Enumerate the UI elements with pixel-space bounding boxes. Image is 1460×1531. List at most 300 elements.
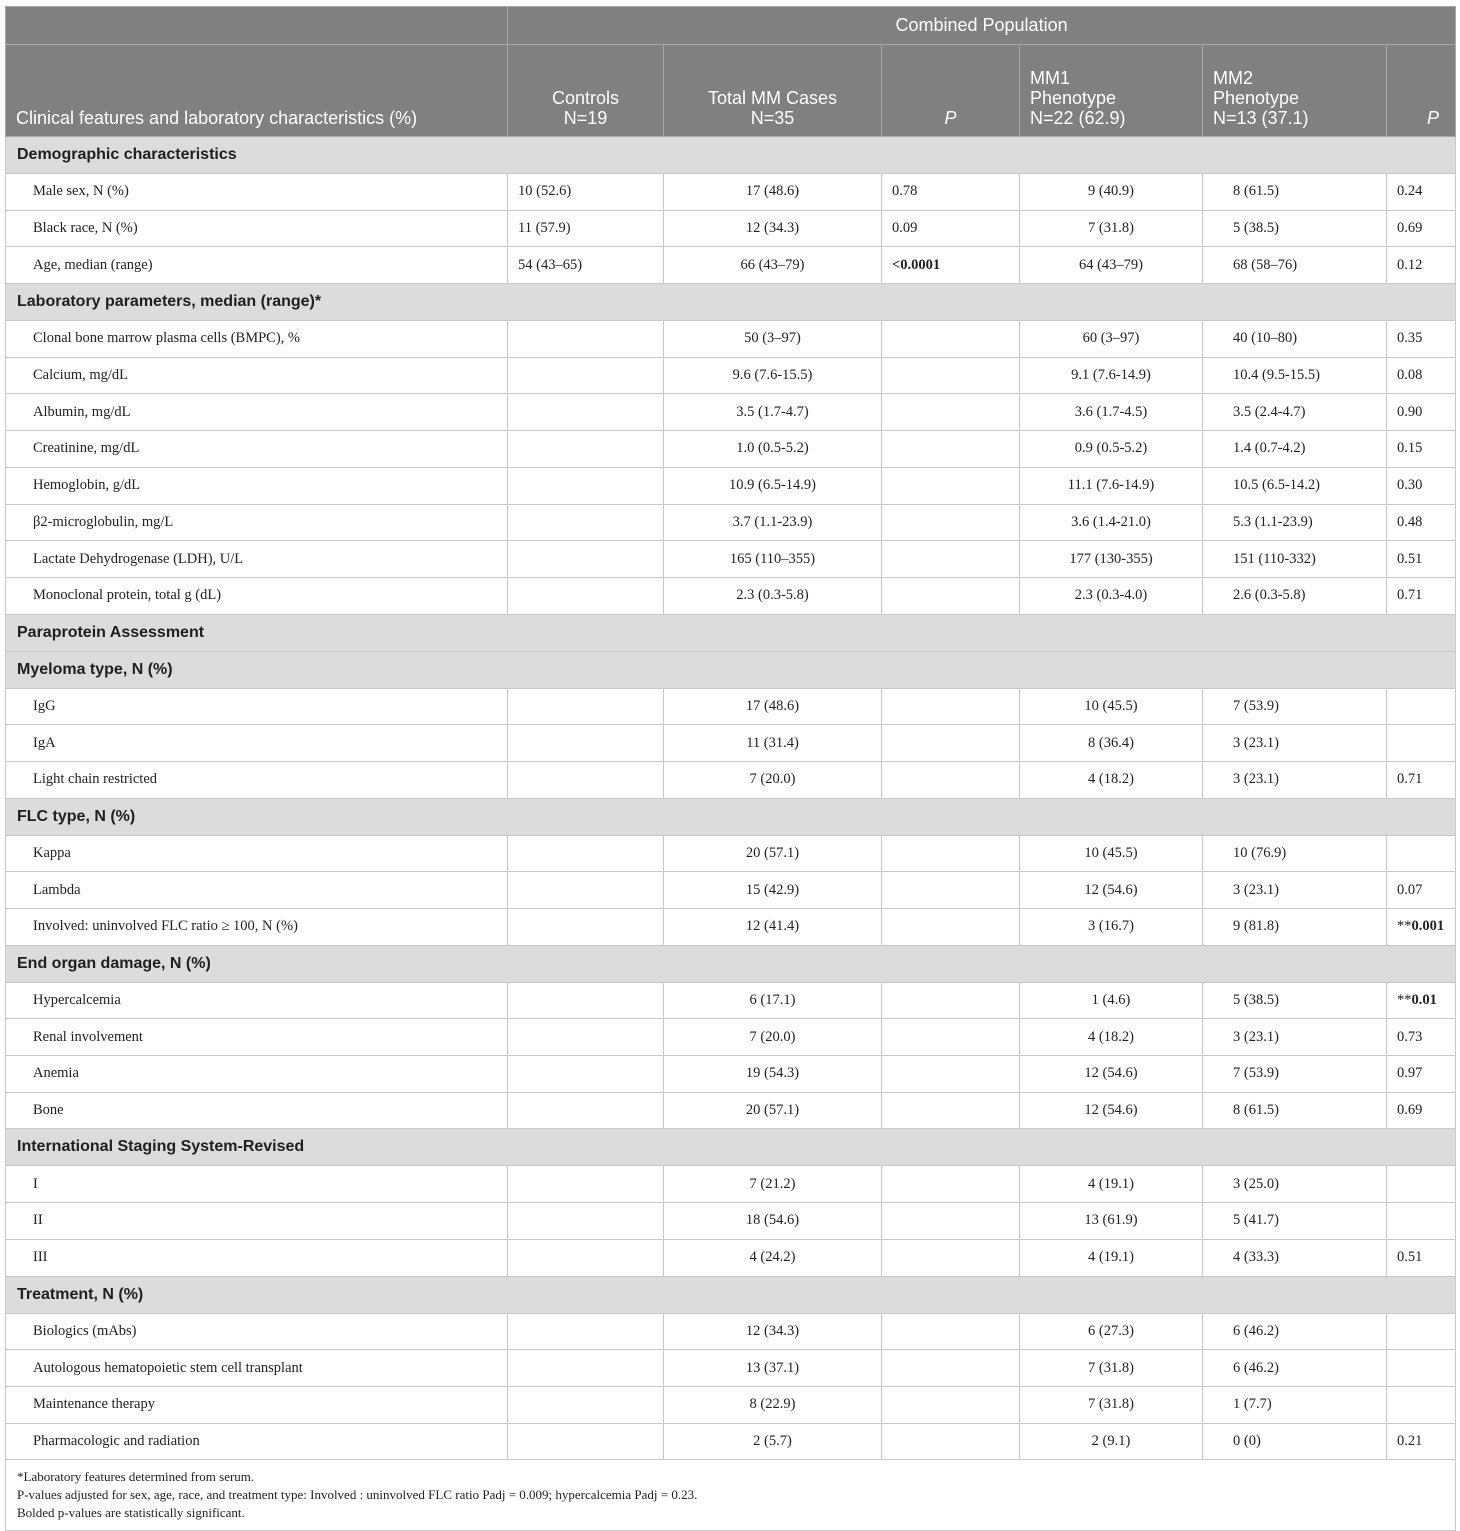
cell-p-value-2: [1387, 1203, 1456, 1240]
cell-mm2-text: 10.5 (6.5-14.2): [1233, 477, 1320, 494]
cell-label-text: Creatinine, mg/dL: [33, 440, 140, 457]
cell-controls: [508, 982, 664, 1019]
cell-label: [6, 467, 508, 504]
table-row: [6, 210, 1456, 247]
cell-p-value-2: [1387, 1019, 1456, 1056]
cell-mm1-text: 4 (19.1): [1088, 1175, 1134, 1192]
cell-mm1-text: 1 (4.6): [1091, 992, 1131, 1009]
cell-label: [6, 1056, 508, 1093]
cell-p-value-2: [1387, 872, 1456, 909]
cell-total-mm: [664, 1056, 882, 1093]
cell-label: [6, 210, 508, 247]
cell-p-value-1: [882, 1019, 1020, 1056]
table-row: [6, 577, 1456, 614]
section-row: [6, 1129, 1456, 1166]
cell-p-value-2: [1387, 1313, 1456, 1350]
cell-controls: [508, 1239, 664, 1276]
cell-label-text: IgG: [33, 697, 56, 714]
cell-mm2-text: 2.6 (0.3-5.8): [1233, 587, 1306, 604]
cell-label: [6, 909, 508, 946]
cell-p-value-1: [882, 431, 1020, 468]
cell-label: [6, 835, 508, 872]
cell-p-value-2: [1387, 761, 1456, 798]
column-header-p1: P: [882, 45, 1020, 137]
table-row: [6, 1313, 1456, 1350]
cell-total-mm-text: 11 (31.4): [746, 734, 799, 751]
cell-mm2-text: 3.5 (2.4-4.7): [1233, 403, 1306, 420]
cell-label-text: Age, median (range): [33, 256, 153, 273]
cell-mm1-text: 10 (45.5): [1084, 844, 1138, 861]
cell-controls: [508, 909, 664, 946]
cell-p-value-2-text: 0.01: [1411, 992, 1437, 1009]
table-row: [6, 725, 1456, 762]
significance-marker: **: [1397, 918, 1412, 935]
cell-mm2: [1203, 210, 1387, 247]
cell-p-value-2: [1387, 1386, 1456, 1423]
cell-total-mm-text: 9.6 (7.6-15.5): [732, 367, 813, 384]
cell-p-value-2-text: 0.24: [1397, 183, 1423, 200]
cell-mm2: [1203, 394, 1387, 431]
cell-label-text: I: [33, 1175, 38, 1192]
cell-mm2: [1203, 357, 1387, 394]
cell-total-mm: [664, 1239, 882, 1276]
cell-mm1-text: 4 (18.2): [1088, 771, 1134, 788]
cell-mm2-text: 8 (61.5): [1233, 183, 1279, 200]
table-row: [6, 1203, 1456, 1240]
cell-total-mm: [664, 725, 882, 762]
cell-total-mm: [664, 247, 882, 284]
cell-controls: [508, 394, 664, 431]
cell-mm2-text: 40 (10–80): [1233, 330, 1298, 347]
cell-controls: [508, 761, 664, 798]
cell-mm1: [1020, 577, 1203, 614]
table-row: [6, 835, 1456, 872]
cell-label-text: Male sex, N (%): [33, 183, 129, 200]
cell-mm1-text: 64 (43–79): [1078, 256, 1144, 273]
cell-total-mm: [664, 835, 882, 872]
cell-total-mm: [664, 174, 882, 211]
cell-mm2-text: 6 (46.2): [1233, 1322, 1279, 1339]
cell-mm1-text: 7 (31.8): [1088, 220, 1134, 237]
header-empty-cell: [6, 7, 508, 45]
cell-mm1: [1020, 1350, 1203, 1387]
cell-p-value-2-text: 0.12: [1397, 256, 1423, 273]
cell-controls-text: 54 (43–65): [518, 256, 583, 273]
cell-total-mm: [664, 1203, 882, 1240]
cell-p-value-2-text: 0.71: [1397, 587, 1423, 604]
cell-mm1-text: 3.6 (1.7-4.5): [1074, 403, 1148, 420]
cell-total-mm-text: 6 (17.1): [749, 992, 796, 1009]
cell-controls: [508, 1386, 664, 1423]
cell-total-mm: [664, 210, 882, 247]
cell-mm1: [1020, 210, 1203, 247]
table-row: [6, 174, 1456, 211]
cell-p-value-2-text: 0.97: [1397, 1065, 1423, 1082]
cell-mm1-text: 9.1 (7.6-14.9): [1071, 367, 1151, 384]
cell-label: [6, 504, 508, 541]
cell-label: [6, 174, 508, 211]
cell-mm1-text: 2 (9.1): [1091, 1432, 1131, 1449]
cell-label-text: Pharmacologic and radiation: [33, 1432, 200, 1449]
cell-p-value-1: [882, 394, 1020, 431]
cell-label: [6, 577, 508, 614]
cell-mm2: [1203, 761, 1387, 798]
cell-p-value-2: [1387, 577, 1456, 614]
header-row-columns: [6, 45, 1456, 137]
cell-mm2-text: 0 (0): [1233, 1432, 1261, 1449]
header-row-group: [6, 7, 1456, 45]
cell-p-value-2-text: 0.15: [1397, 440, 1423, 457]
table-row: [6, 1092, 1456, 1129]
column-header-p2: P: [1387, 45, 1456, 137]
cell-mm1-text: 6 (27.3): [1088, 1322, 1134, 1339]
column-header-features: Clinical features and laboratory characteristics (%): [6, 45, 508, 137]
cell-mm2-text: 5 (38.5): [1233, 992, 1279, 1009]
cell-label-text: Light chain restricted: [33, 771, 158, 788]
cell-controls: [508, 577, 664, 614]
cell-p-value-2: [1387, 321, 1456, 358]
cell-total-mm-text: 20 (57.1): [745, 1102, 800, 1119]
cell-label-text: Renal involvement: [33, 1028, 143, 1045]
cell-mm1-text: 13 (61.9): [1084, 1212, 1138, 1229]
cell-mm1-text: 2.3 (0.3-4.0): [1074, 587, 1148, 604]
cell-total-mm: [664, 1166, 882, 1203]
cell-total-mm-text: 13 (37.1): [745, 1359, 800, 1376]
cell-label-text: Kappa: [33, 844, 71, 861]
cell-p-value-2: [1387, 725, 1456, 762]
cell-p-value-1: [882, 1239, 1020, 1276]
section-row: [6, 798, 1456, 835]
cell-total-mm-text: 17 (48.6): [745, 183, 800, 200]
cell-label-text: Calcium, mg/dL: [33, 367, 129, 384]
cell-total-mm: [664, 1313, 882, 1350]
cell-mm1: [1020, 872, 1203, 909]
cell-controls: [508, 247, 664, 284]
table-row: [6, 1386, 1456, 1423]
cell-total-mm: [664, 577, 882, 614]
cell-controls-text: 10 (52.6): [518, 183, 572, 200]
cell-total-mm-text: 8 (22.9): [749, 1396, 796, 1413]
cell-total-mm: [664, 1092, 882, 1129]
cell-label: [6, 357, 508, 394]
cell-mm1: [1020, 357, 1203, 394]
cell-mm2-text: 10.4 (9.5-15.5): [1233, 367, 1320, 384]
cell-controls: [508, 725, 664, 762]
cell-p-value-1-text: <0.0001: [892, 256, 941, 273]
cell-mm1: [1020, 1092, 1203, 1129]
cell-p-value-1: [882, 835, 1020, 872]
cell-mm1-text: 7 (31.8): [1088, 1396, 1134, 1413]
footnote-3: Bolded p-values are statistically significant.: [17, 1505, 245, 1521]
cell-total-mm-text: 3.5 (1.7-4.7): [736, 403, 809, 420]
cell-mm1: [1020, 1423, 1203, 1460]
cell-mm1-text: 0.9 (0.5-5.2): [1074, 440, 1148, 457]
cell-total-mm: [664, 909, 882, 946]
cell-mm2-text: 3 (23.1): [1233, 771, 1279, 788]
section-title: Laboratory parameters, median (range)*: [6, 284, 1456, 321]
cell-p-value-2-text: 0.07: [1397, 881, 1423, 898]
clinical-features-table: [5, 6, 1456, 1531]
cell-p-value-1: [882, 725, 1020, 762]
cell-mm1: [1020, 1056, 1203, 1093]
table-body: [6, 137, 1456, 1531]
cell-mm1: [1020, 247, 1203, 284]
table-row: [6, 1166, 1456, 1203]
cell-controls: [508, 1092, 664, 1129]
cell-mm2-text: 3 (23.1): [1233, 1028, 1279, 1045]
cell-total-mm: [664, 431, 882, 468]
cell-mm1: [1020, 321, 1203, 358]
cell-label-text: Autologous hematopoietic stem cell transplant: [33, 1359, 303, 1376]
cell-total-mm: [664, 467, 882, 504]
cell-mm2-text: 1.4 (0.7-4.2): [1233, 440, 1306, 457]
cell-mm1: [1020, 467, 1203, 504]
cell-mm2: [1203, 431, 1387, 468]
cell-mm2-text: 9 (81.8): [1233, 918, 1279, 935]
cell-mm1: [1020, 1313, 1203, 1350]
cell-p-value-2: [1387, 467, 1456, 504]
cell-controls: [508, 431, 664, 468]
table-row: [6, 1056, 1456, 1093]
cell-mm1: [1020, 394, 1203, 431]
cell-p-value-1: [882, 1313, 1020, 1350]
cell-label-text: Hypercalcemia: [33, 992, 121, 1009]
cell-p-value-1: [882, 688, 1020, 725]
section-row: [6, 284, 1456, 321]
table-row: [6, 431, 1456, 468]
cell-label: [6, 1166, 508, 1203]
cell-mm2: [1203, 1019, 1387, 1056]
cell-mm1: [1020, 1386, 1203, 1423]
cell-mm1-text: 11.1 (7.6-14.9): [1067, 477, 1155, 494]
cell-p-value-2: [1387, 1239, 1456, 1276]
cell-mm1: [1020, 909, 1203, 946]
cell-p-value-2-text: 0.71: [1397, 771, 1423, 788]
cell-p-value-2-text: 0.30: [1397, 477, 1423, 494]
cell-p-value-2-text: 0.51: [1397, 550, 1423, 567]
cell-p-value-1: [882, 321, 1020, 358]
cell-mm2: [1203, 1166, 1387, 1203]
cell-label: [6, 394, 508, 431]
cell-controls: [508, 1019, 664, 1056]
table-row: [6, 394, 1456, 431]
cell-label: [6, 321, 508, 358]
cell-mm2-text: 7 (53.9): [1233, 697, 1279, 714]
cell-p-value-2-text: 0.69: [1397, 220, 1423, 237]
cell-controls-text: 11 (57.9): [518, 220, 571, 237]
column-header-mm1: MM1 Phenotype N=22 (62.9): [1020, 45, 1203, 137]
section-title: FLC type, N (%): [6, 798, 1456, 835]
cell-label-text: β2-microglobulin, mg/L: [33, 513, 174, 530]
cell-mm2-text: 4 (33.3): [1233, 1249, 1279, 1266]
cell-mm2: [1203, 1350, 1387, 1387]
cell-p-value-1: [882, 577, 1020, 614]
cell-total-mm: [664, 321, 882, 358]
cell-p-value-2-text: 0.73: [1397, 1028, 1423, 1045]
cell-controls: [508, 835, 664, 872]
cell-mm2: [1203, 835, 1387, 872]
cell-mm1-text: 7 (31.8): [1088, 1359, 1134, 1376]
cell-mm2: [1203, 1313, 1387, 1350]
cell-p-value-2: [1387, 174, 1456, 211]
cell-mm2: [1203, 467, 1387, 504]
cell-label: [6, 1203, 508, 1240]
cell-p-value-1: [882, 1423, 1020, 1460]
cell-total-mm-text: 10.9 (6.5-14.9): [729, 477, 816, 494]
cell-mm2: [1203, 541, 1387, 578]
column-header-mm2: MM2 Phenotype N=13 (37.1): [1203, 45, 1387, 137]
cell-p-value-2: [1387, 210, 1456, 247]
cell-p-value-1: [882, 1056, 1020, 1093]
footnotes: [6, 1460, 1456, 1531]
cell-mm1: [1020, 1019, 1203, 1056]
cell-mm2: [1203, 577, 1387, 614]
table-row: [6, 1350, 1456, 1387]
cell-controls: [508, 210, 664, 247]
cell-total-mm: [664, 872, 882, 909]
cell-controls: [508, 321, 664, 358]
cell-mm1: [1020, 1239, 1203, 1276]
cell-p-value-2: [1387, 541, 1456, 578]
table-row: [6, 688, 1456, 725]
cell-mm1-text: 12 (54.6): [1084, 1102, 1138, 1119]
cell-mm1-text: 4 (19.1): [1088, 1249, 1134, 1266]
cell-mm2-text: 1 (7.7): [1233, 1396, 1272, 1413]
cell-mm2-text: 8 (61.5): [1233, 1102, 1279, 1119]
cell-mm1-text: 3 (16.7): [1088, 918, 1134, 935]
cell-p-value-2-text: 0.90: [1397, 403, 1423, 420]
cell-total-mm-text: 66 (43–79): [740, 256, 805, 273]
cell-p-value-2: [1387, 1423, 1456, 1460]
cell-total-mm: [664, 504, 882, 541]
table-container: [5, 6, 1455, 1531]
section-row: [6, 1276, 1456, 1313]
cell-p-value-2-text: 0.21: [1397, 1432, 1423, 1449]
cell-label-text: IgA: [33, 734, 56, 751]
cell-p-value-1: [882, 982, 1020, 1019]
cell-p-value-1: [882, 1386, 1020, 1423]
cell-p-value-2: [1387, 688, 1456, 725]
footnote-2: P-values adjusted for sex, age, race, and treatment type: Involved : uninvolved FLC ratio Padj = 0.009; hypercalcemia Padj = 0.23.: [17, 1487, 698, 1503]
cell-p-value-2: [1387, 357, 1456, 394]
cell-total-mm-text: 7 (20.0): [749, 1028, 796, 1045]
table-row: [6, 1239, 1456, 1276]
footnote-row: [6, 1460, 1456, 1531]
cell-total-mm-text: 1.0 (0.5-5.2): [736, 440, 809, 457]
cell-total-mm: [664, 761, 882, 798]
cell-p-value-2-text: 0.69: [1397, 1102, 1423, 1119]
cell-total-mm-text: 15 (42.9): [745, 881, 800, 898]
cell-p-value-1: [882, 467, 1020, 504]
cell-p-value-2: [1387, 1056, 1456, 1093]
cell-label: [6, 725, 508, 762]
cell-controls: [508, 1203, 664, 1240]
cell-mm1-text: 4 (18.2): [1088, 1028, 1134, 1045]
table-row: [6, 761, 1456, 798]
cell-p-value-2: [1387, 1092, 1456, 1129]
cell-label-text: Clonal bone marrow plasma cells (BMPC), %: [33, 330, 300, 347]
cell-label-text: II: [33, 1212, 43, 1229]
cell-p-value-2: [1387, 1350, 1456, 1387]
section-title: Treatment, N (%): [6, 1276, 1456, 1313]
cell-mm1-text: 8 (36.4): [1088, 734, 1134, 751]
table-row: [6, 982, 1456, 1019]
cell-total-mm: [664, 1019, 882, 1056]
cell-total-mm-text: 4 (24.2): [749, 1249, 796, 1266]
cell-mm2-text: 6 (46.2): [1233, 1359, 1279, 1376]
cell-mm1-text: 3.6 (1.4-21.0): [1071, 513, 1151, 530]
cell-label-text: III: [33, 1249, 48, 1266]
cell-label-text: Albumin, mg/dL: [33, 403, 131, 420]
cell-p-value-2-text: 0.48: [1397, 513, 1423, 530]
cell-mm2: [1203, 1203, 1387, 1240]
cell-p-value-1: [882, 174, 1020, 211]
cell-mm2-text: 151 (110-332): [1233, 550, 1316, 567]
cell-label-text: Maintenance therapy: [33, 1396, 155, 1413]
cell-total-mm-text: 50 (3–97): [744, 330, 801, 347]
cell-label-text: Monoclonal protein, total g (dL): [33, 587, 222, 604]
cell-label-text: Involved: uninvolved FLC ratio ≥ 100, N (%): [33, 918, 298, 935]
cell-total-mm-text: 2.3 (0.3-5.8): [736, 587, 809, 604]
cell-mm2: [1203, 247, 1387, 284]
cell-mm2-text: 5 (38.5): [1233, 220, 1279, 237]
section-title: Paraprotein Assessment: [6, 614, 1456, 651]
cell-controls: [508, 1313, 664, 1350]
cell-total-mm-text: 7 (21.2): [749, 1175, 796, 1192]
cell-mm2: [1203, 504, 1387, 541]
cell-label-text: Black race, N (%): [33, 220, 138, 237]
cell-total-mm: [664, 394, 882, 431]
cell-p-value-2-text: 0.51: [1397, 1249, 1423, 1266]
cell-mm2: [1203, 1239, 1387, 1276]
cell-mm2-text: 3 (23.1): [1233, 734, 1279, 751]
cell-mm2: [1203, 688, 1387, 725]
cell-mm1-text: 10 (45.5): [1084, 697, 1138, 714]
section-title: Myeloma type, N (%): [6, 651, 1456, 688]
cell-mm2: [1203, 321, 1387, 358]
cell-controls: [508, 174, 664, 211]
cell-mm2: [1203, 1386, 1387, 1423]
table-row: [6, 909, 1456, 946]
cell-controls: [508, 357, 664, 394]
cell-p-value-1: [882, 1203, 1020, 1240]
cell-total-mm-text: 12 (34.3): [745, 1322, 800, 1339]
cell-mm2-text: 3 (23.1): [1233, 881, 1279, 898]
cell-mm1: [1020, 1166, 1203, 1203]
footnote-1: *Laboratory features determined from serum.: [17, 1469, 255, 1485]
cell-label: [6, 1423, 508, 1460]
cell-mm2: [1203, 982, 1387, 1019]
cell-controls: [508, 504, 664, 541]
cell-total-mm: [664, 357, 882, 394]
cell-label: [6, 431, 508, 468]
section-title: Demographic characteristics: [6, 137, 1456, 174]
cell-controls: [508, 467, 664, 504]
cell-total-mm: [664, 1423, 882, 1460]
cell-p-value-1: [882, 761, 1020, 798]
cell-label: [6, 1350, 508, 1387]
cell-label-text: Biologics (mAbs): [33, 1322, 137, 1339]
cell-p-value-1-text: 0.09: [892, 220, 918, 237]
cell-controls: [508, 541, 664, 578]
cell-total-mm-text: 19 (54.3): [745, 1065, 800, 1082]
cell-total-mm: [664, 982, 882, 1019]
cell-label-text: Lactate Dehydrogenase (LDH), U/L: [33, 550, 244, 567]
cell-label: [6, 1092, 508, 1129]
table-row: [6, 1019, 1456, 1056]
cell-mm1: [1020, 725, 1203, 762]
cell-p-value-2-text: 0.08: [1397, 367, 1423, 384]
